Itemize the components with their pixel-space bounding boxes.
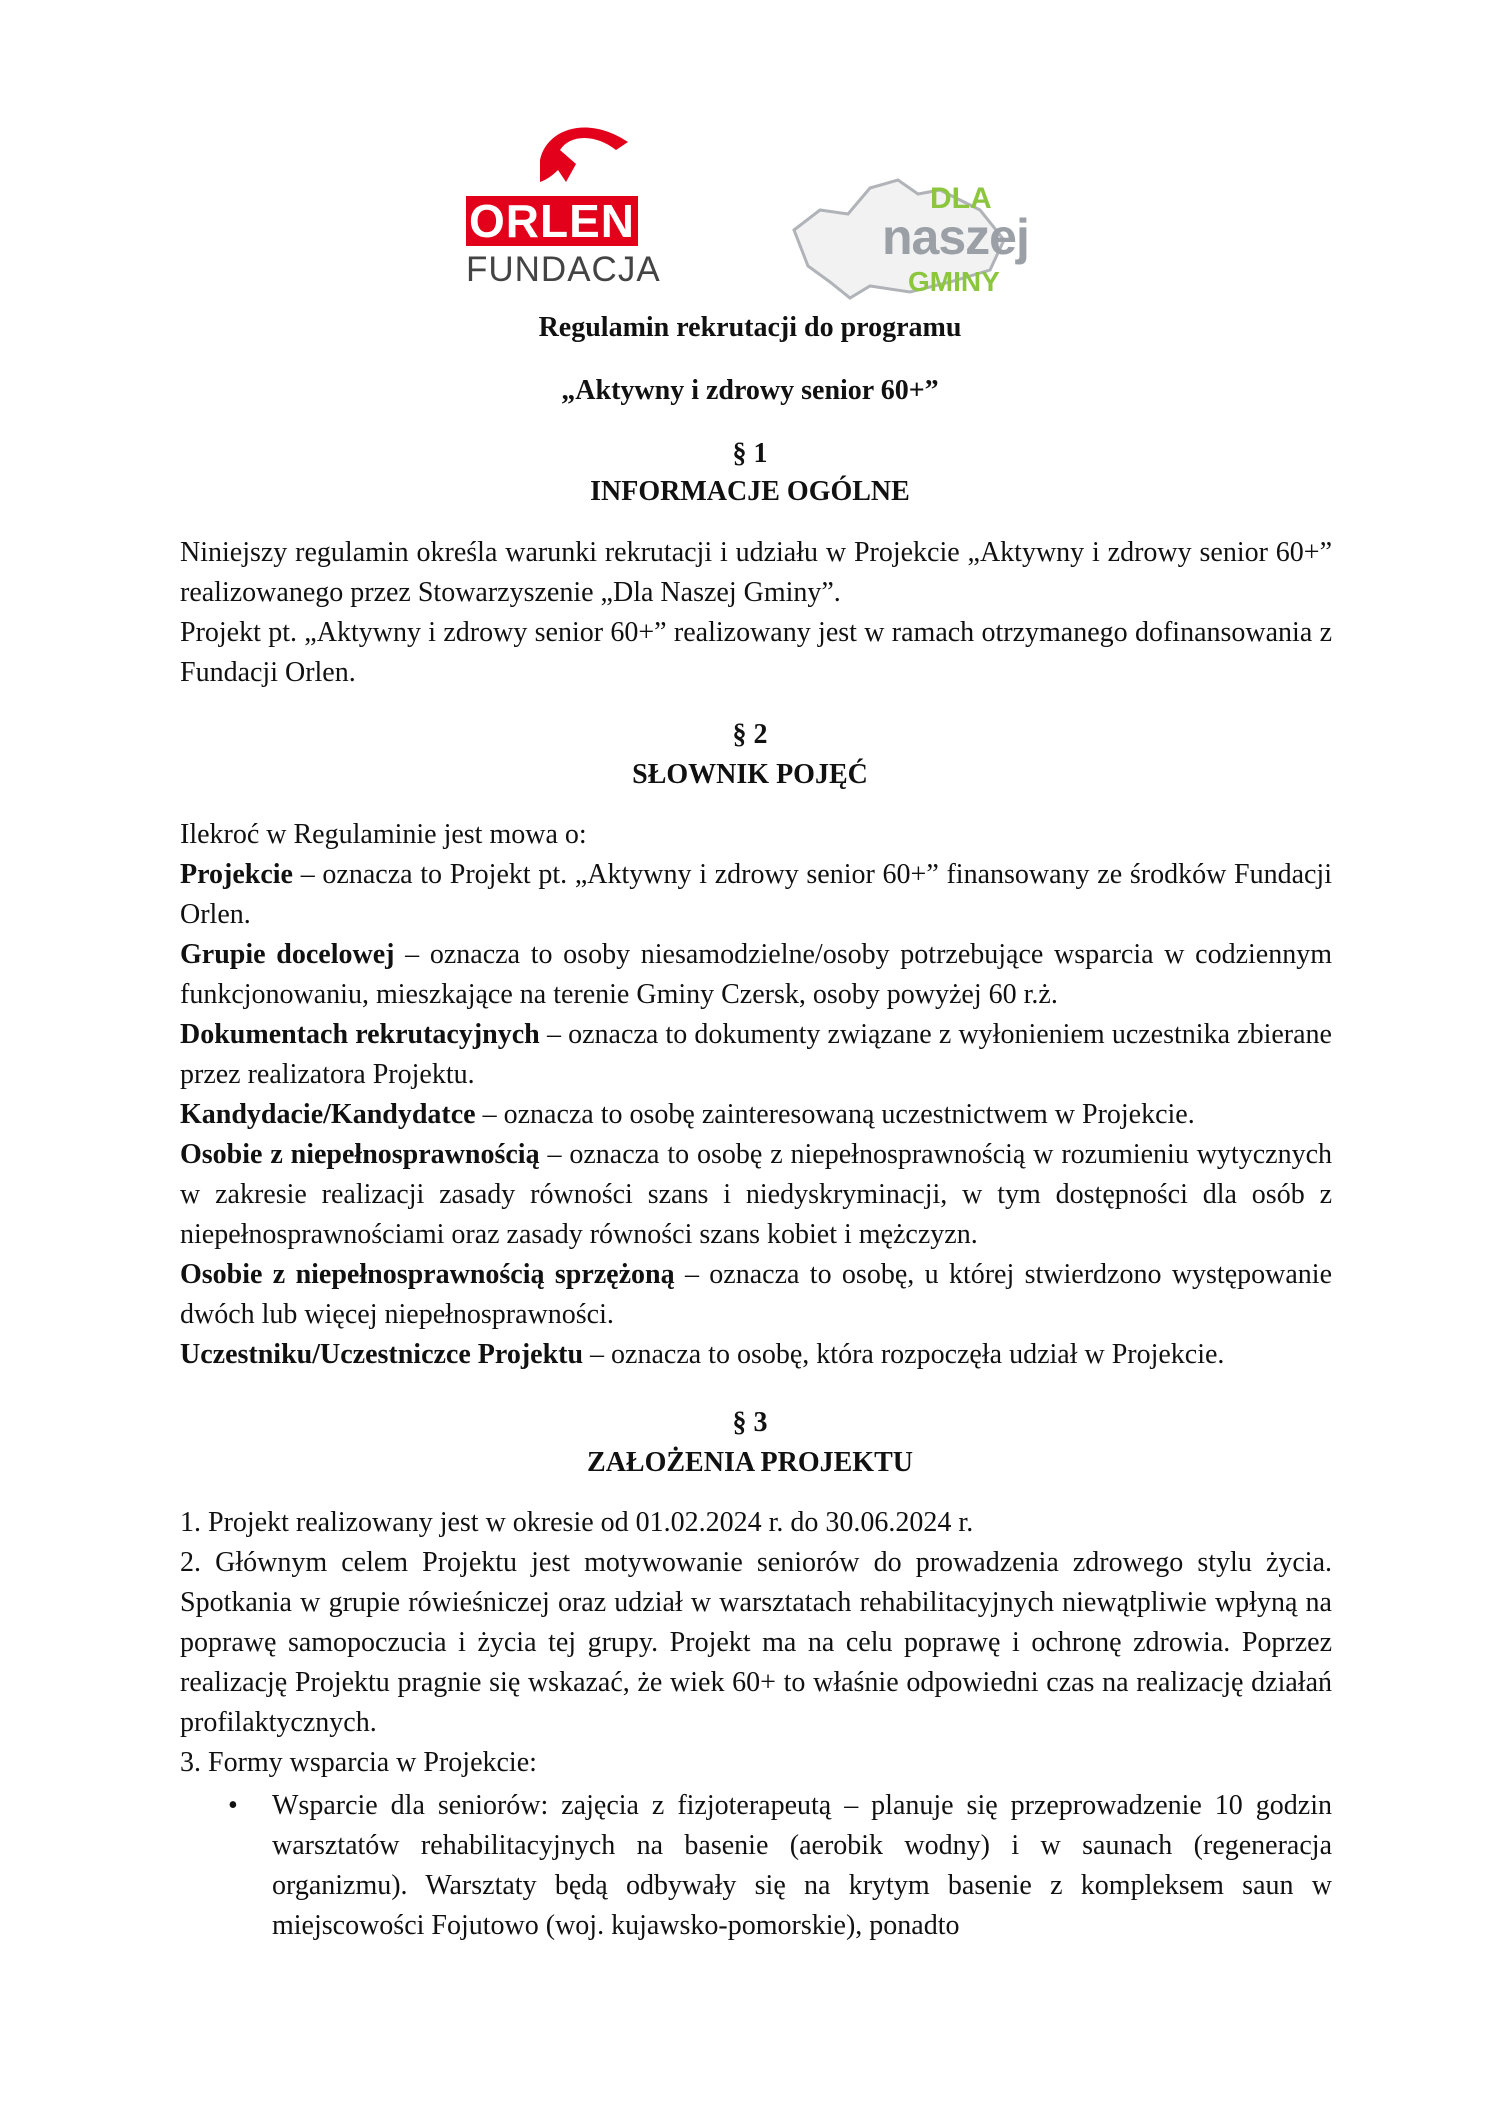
glossary-item xyxy=(180,1095,1332,1135)
glossary-intro: Ilekroć w Regulaminie jest mowa o: xyxy=(180,819,587,850)
glossary-definition: – oznacza to osobę, u której stwierdzono występowanie dwóch lub więcej niepełnosprawności. xyxy=(180,1259,1332,1330)
glossary-item xyxy=(180,1335,1332,1375)
section-3-number: § 3 xyxy=(732,1407,768,1438)
section-2-number: § 2 xyxy=(732,719,768,750)
glossary-item xyxy=(180,1255,1332,1335)
logo-bar xyxy=(0,110,1500,310)
glossary-term: Osobie z niepełnosprawnością xyxy=(180,1139,540,1170)
glossary-definition: – oznacza to osobę zainteresowaną uczestnictwem w Projekcie. xyxy=(475,1099,1195,1130)
section-1-body xyxy=(180,533,1332,693)
glossary-term: Dokumentach rekrutacyjnych xyxy=(180,1019,540,1050)
orlen-subtitle: FUNDACJA xyxy=(466,250,661,289)
section-3-body xyxy=(180,1503,1332,1783)
glossary-term: Grupie docelowej xyxy=(180,939,395,970)
orlen-eagle-icon xyxy=(536,120,632,194)
glossary-term: Projekcie xyxy=(180,859,293,890)
glossary-item xyxy=(180,1015,1332,1095)
section-2-body xyxy=(180,815,1332,1375)
section-3-paragraph-3: 3. Formy wsparcia w Projekcie: xyxy=(180,1747,537,1778)
glossary-definition: – oznacza to dokumenty związane z wyłonieniem uczestnika zbierane przez realizatora Projektu. xyxy=(180,1019,1332,1090)
dla-naszej-gminy-logo xyxy=(790,170,1030,300)
glossary-term: Kandydacie/Kandydatce xyxy=(180,1099,476,1130)
program-name: „Aktywny i zdrowy senior 60+” xyxy=(561,375,939,406)
glossary-item xyxy=(180,1135,1332,1255)
gmina-logo-line2: naszej xyxy=(882,209,1029,265)
glossary-definition: – oznacza to Projekt pt. „Aktywny i zdrowy senior 60+” finansowany ze środków Fundacji Orlen. xyxy=(180,859,1332,930)
section-3-paragraph-1: 1. Projekt realizowany jest w okresie od 01.02.2024 r. do 30.06.2024 r. xyxy=(180,1507,974,1538)
support-list-item-text: Wsparcie dla seniorów: zajęcia z fizjoterapeutą – planuje się przeprowadzenie 10 godzin warsztatów rehabilitacyjnych na basenie (aerobik wodny) i w saunach (regeneracja organizmu). Warsztaty będą odbywały się na krytym basenie z kompleksem saun w miejscowości Fojutowo (woj. kujawsko-pomorskie), ponadto xyxy=(272,1790,1332,1941)
section-1-heading: INFORMACJE OGÓLNE xyxy=(590,476,910,507)
section-1-number: § 1 xyxy=(732,438,768,469)
gmina-logo-line3: GMINY xyxy=(908,266,1000,297)
gmina-logo-line1: DLA xyxy=(930,182,992,215)
document-title: Regulamin rekrutacji do programu xyxy=(538,312,962,343)
orlen-fundacja-logo xyxy=(466,120,661,289)
section-2-heading: SŁOWNIK POJĘĆ xyxy=(632,759,868,790)
support-list-item xyxy=(228,1786,1332,1946)
section-1-paragraph-2: Projekt pt. „Aktywny i zdrowy senior 60+” realizowany jest w ramach otrzymanego dofinansowania z Fundacji Orlen. xyxy=(180,617,1332,688)
glossary-definition: – oznacza to osobę, która rozpoczęła udział w Projekcie. xyxy=(583,1339,1225,1370)
glossary-term: Osobie z niepełnosprawnością sprzężoną xyxy=(180,1259,675,1290)
orlen-wordmark: ORLEN xyxy=(466,196,638,246)
glossary-item xyxy=(180,935,1332,1015)
section-3-paragraph-2: 2. Głównym celem Projektu jest motywowanie seniorów do prowadzenia zdrowego stylu życia. Spotkania w grupie rówieśniczej oraz udział w warsztatach rehabilitacyjnych niewątpliwie wpłyną na poprawę samopoczucia i życia tej grupy. Projekt ma na celu poprawę i ochronę zdrowia. Poprzez realizację Projektu pragnie się wskazać, że wiek 60+ to właśnie odpowiedni czas na realizację działań profilaktycznych. xyxy=(180,1547,1332,1738)
bullet-icon: • xyxy=(228,1790,238,1821)
section-1-paragraph-1: Niniejszy regulamin określa warunki rekrutacji i udziału w Projekcie „Aktywny i zdrowy senior 60+” realizowanego przez Stowarzyszenie „Dla Naszej Gminy”. xyxy=(180,537,1332,608)
section-3-heading: ZAŁOŻENIA PROJEKTU xyxy=(587,1447,913,1478)
glossary-definition: – oznacza to osobę z niepełnosprawnością w rozumieniu wytycznych w zakresie realizacji zasady równości szans i niedyskryminacji, w tym dostępności dla osób z niepełnosprawnościami oraz zasady równości szans kobiet i mężczyzn. xyxy=(180,1139,1332,1250)
glossary-definition: – oznacza to osoby niesamodzielne/osoby potrzebujące wsparcia w codziennym funkcjonowaniu, mieszkające na terenie Gminy Czersk, osoby powyżej 60 r.ż. xyxy=(180,939,1332,1010)
glossary-term: Uczestniku/Uczestniczce Projektu xyxy=(180,1339,584,1370)
glossary-item xyxy=(180,855,1332,935)
